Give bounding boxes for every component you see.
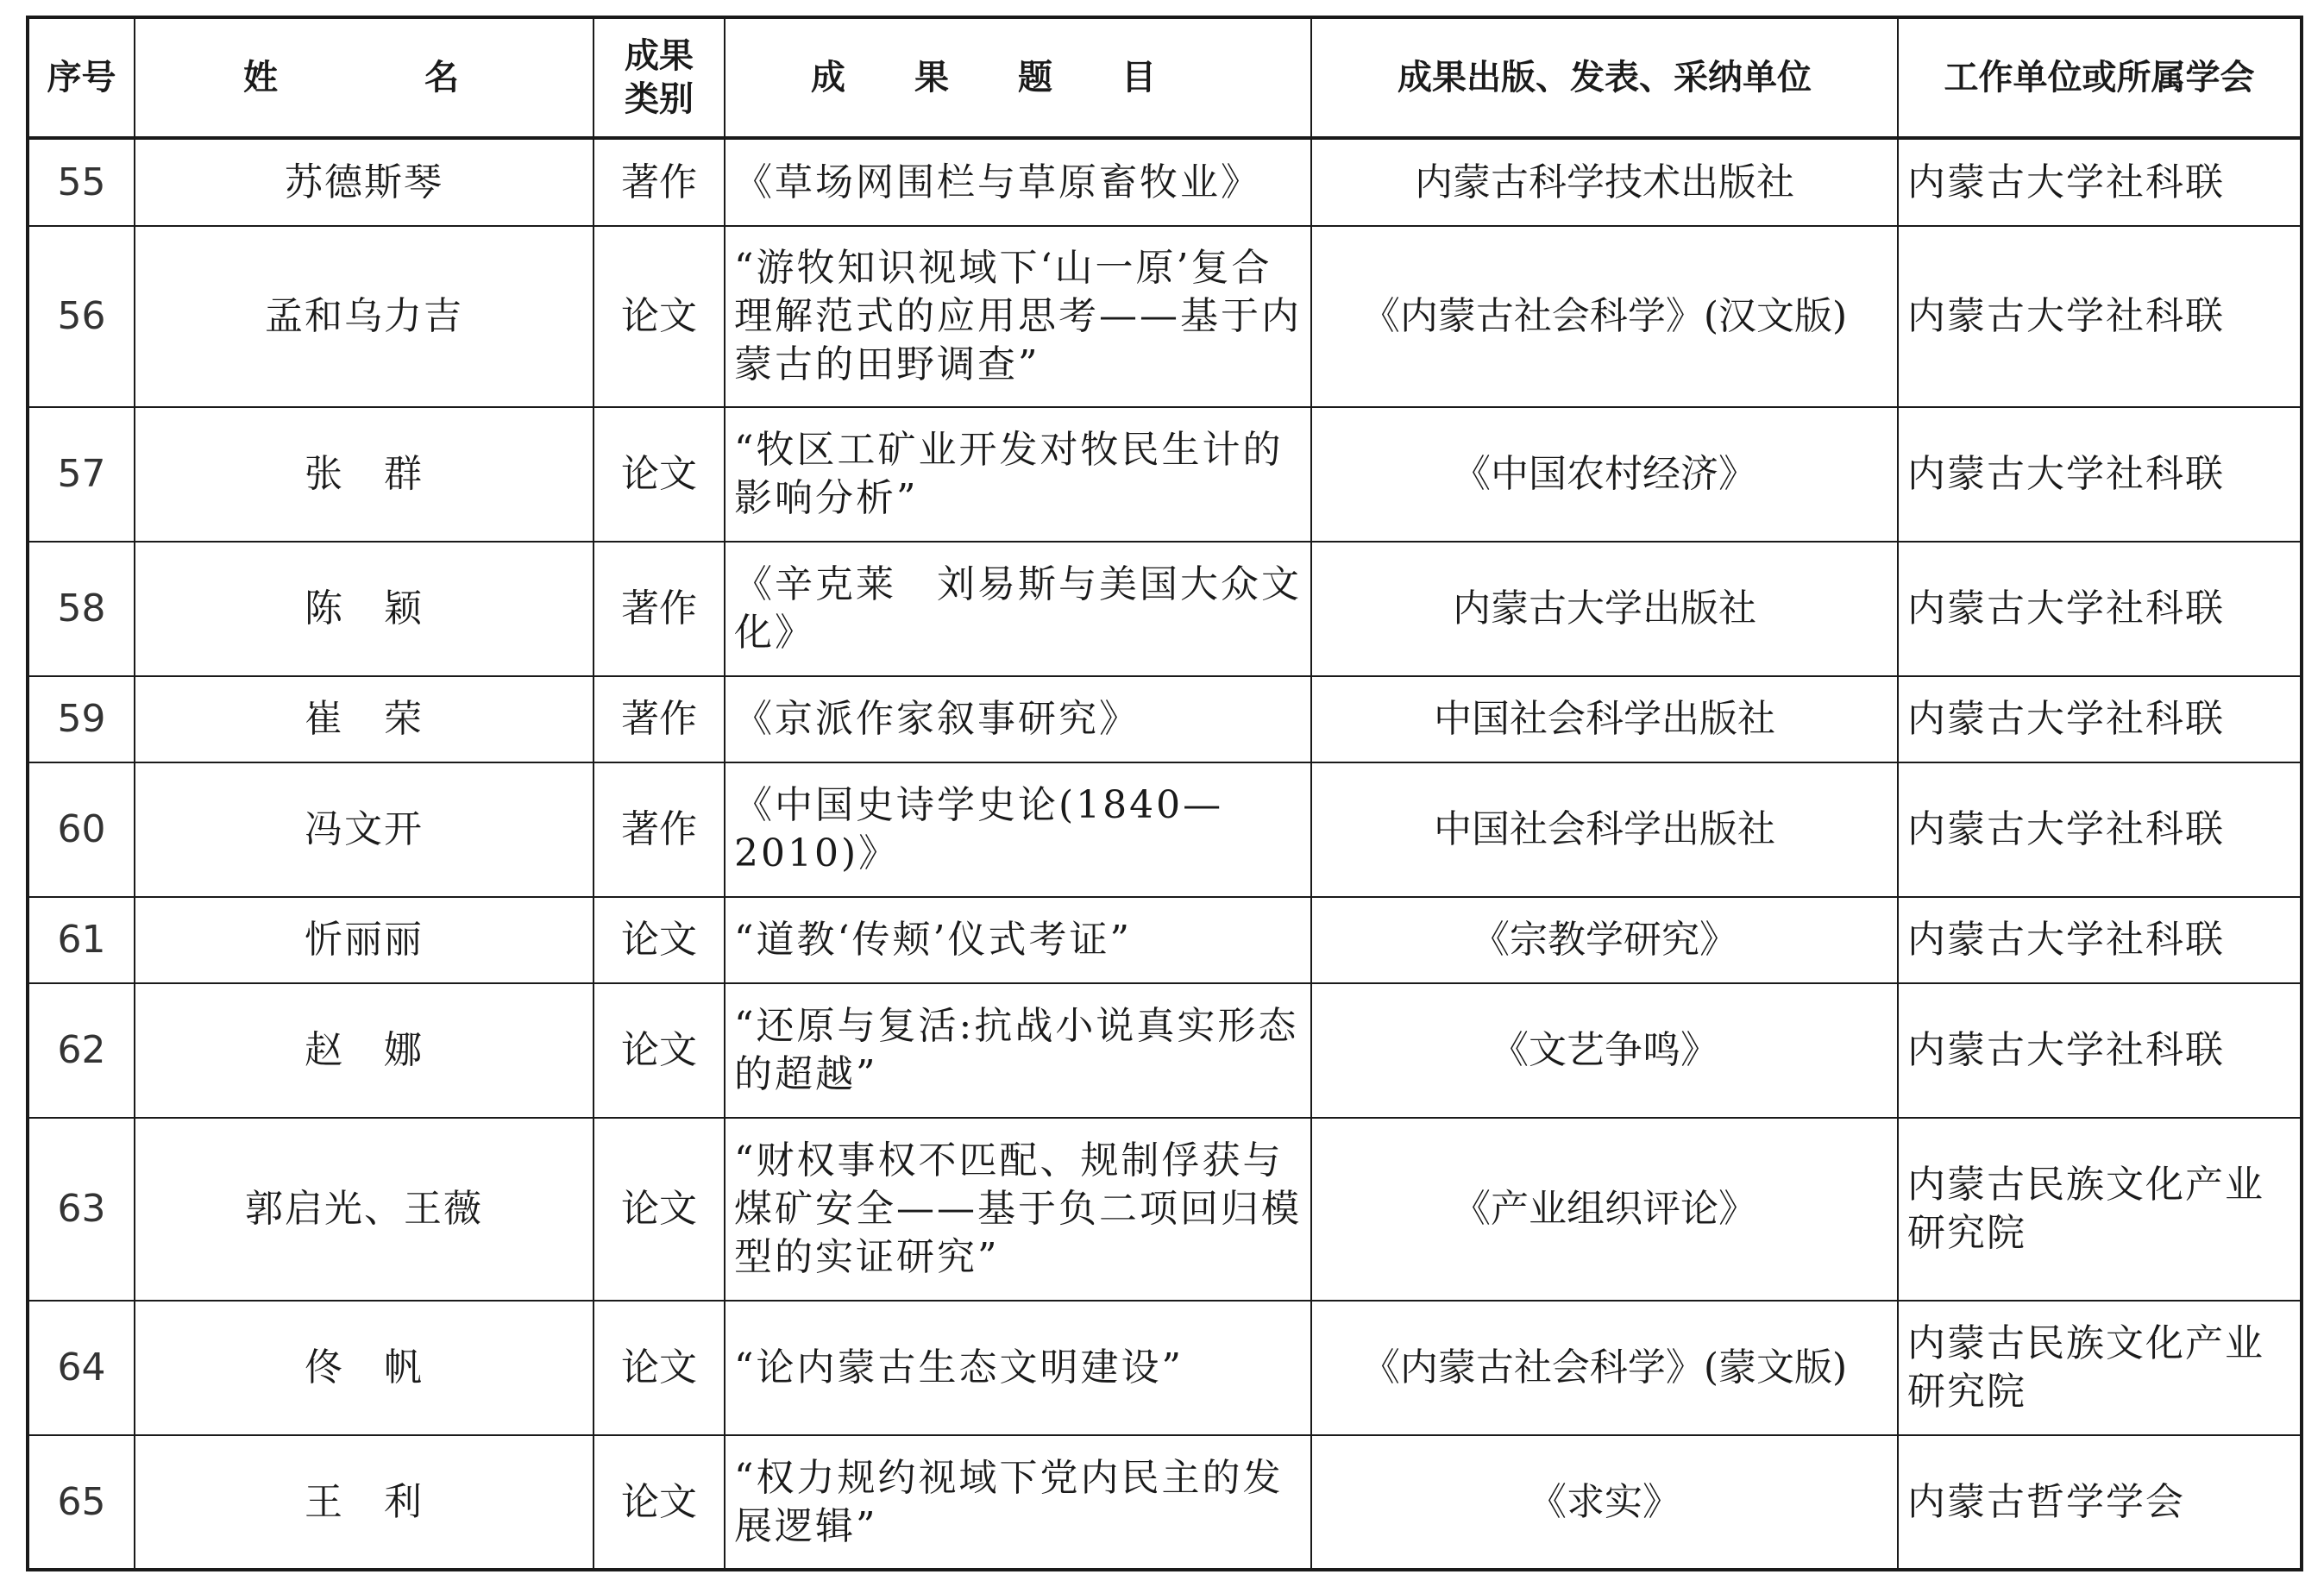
cell-name: 苏德斯琴 [135, 138, 594, 226]
table-header [28, 17, 2302, 138]
cell-name: 崔 荣 [135, 676, 594, 762]
cell-work-unit: 内蒙古大学社科联 [1898, 983, 2302, 1118]
header-achievement-type-line2: 类别 [625, 79, 694, 119]
cell-type: 论文 [594, 897, 725, 983]
table-row [28, 1118, 2302, 1301]
cell-title: “游牧知识视域下‘山一原’复合理解范式的应用思考——基于内蒙古的田野调查” [725, 226, 1311, 407]
cell-publisher: 《内蒙古社会科学》(汉文版) [1311, 226, 1898, 407]
cell-type: 论文 [594, 226, 725, 407]
table-body [28, 138, 2302, 1570]
cell-serial-number: 64 [28, 1301, 135, 1435]
cell-name: 忻丽丽 [135, 897, 594, 983]
cell-serial-number: 60 [28, 762, 135, 897]
cell-publisher: 内蒙古大学出版社 [1311, 542, 1898, 676]
cell-serial-number: 65 [28, 1435, 135, 1570]
cell-publisher: 中国社会科学出版社 [1311, 676, 1898, 762]
cell-serial-number: 58 [28, 542, 135, 676]
cell-serial-number: 55 [28, 138, 135, 226]
cell-type: 著作 [594, 542, 725, 676]
cell-publisher: 内蒙古科学技术出版社 [1311, 138, 1898, 226]
table-row [28, 138, 2302, 226]
cell-title: “牧区工矿业开发对牧民生计的影响分析” [725, 407, 1311, 542]
cell-serial-number: 59 [28, 676, 135, 762]
cell-work-unit: 内蒙古大学社科联 [1898, 676, 2302, 762]
cell-title: 《辛克莱 刘易斯与美国大众文化》 [725, 542, 1311, 676]
cell-title: “还原与复活:抗战小说真实形态的超越” [725, 983, 1311, 1118]
cell-name: 郭启光、王薇 [135, 1118, 594, 1301]
cell-publisher: 中国社会科学出版社 [1311, 762, 1898, 897]
cell-work-unit: 内蒙古大学社科联 [1898, 407, 2302, 542]
table-row [28, 226, 2302, 407]
cell-type: 著作 [594, 762, 725, 897]
cell-type: 论文 [594, 1435, 725, 1570]
header-row [28, 17, 2302, 138]
table-row [28, 762, 2302, 897]
cell-work-unit: 内蒙古民族文化产业研究院 [1898, 1301, 2302, 1435]
cell-serial-number: 57 [28, 407, 135, 542]
cell-title: “权力规约视域下党内民主的发展逻辑” [725, 1435, 1311, 1570]
cell-type: 论文 [594, 407, 725, 542]
table-row [28, 676, 2302, 762]
cell-type: 论文 [594, 983, 725, 1118]
cell-title: “财权事权不匹配、规制俘获与煤矿安全——基于负二项回归模型的实证研究” [725, 1118, 1311, 1301]
cell-name: 冯文开 [135, 762, 594, 897]
cell-serial-number: 56 [28, 226, 135, 407]
table-row [28, 542, 2302, 676]
cell-name: 孟和乌力吉 [135, 226, 594, 407]
table-row [28, 983, 2302, 1118]
cell-type: 论文 [594, 1301, 725, 1435]
cell-title: “论内蒙古生态文明建设” [725, 1301, 1311, 1435]
cell-work-unit: 内蒙古大学社科联 [1898, 897, 2302, 983]
cell-serial-number: 61 [28, 897, 135, 983]
table-row [28, 1301, 2302, 1435]
cell-title: “道教‘传颊’仪式考证” [725, 897, 1311, 983]
header-publisher: 成果出版、发表、采纳单位 [1311, 17, 1898, 138]
cell-serial-number: 62 [28, 983, 135, 1118]
cell-type: 著作 [594, 138, 725, 226]
cell-publisher: 《宗教学研究》 [1311, 897, 1898, 983]
header-achievement-type [594, 17, 725, 138]
header-achievement-title: 成果题目 [725, 17, 1311, 138]
cell-name: 王 利 [135, 1435, 594, 1570]
cell-work-unit: 内蒙古大学社科联 [1898, 762, 2302, 897]
cell-work-unit: 内蒙古大学社科联 [1898, 542, 2302, 676]
cell-work-unit: 内蒙古大学社科联 [1898, 138, 2302, 226]
cell-title: 《中国史诗学史论(1840—2010)》 [725, 762, 1311, 897]
table-row [28, 407, 2302, 542]
header-serial-number: 序号 [28, 17, 135, 138]
table-row [28, 1435, 2302, 1570]
cell-name: 赵 娜 [135, 983, 594, 1118]
cell-work-unit: 内蒙古大学社科联 [1898, 226, 2302, 407]
cell-publisher: 《内蒙古社会科学》(蒙文版) [1311, 1301, 1898, 1435]
cell-name: 佟 帆 [135, 1301, 594, 1435]
cell-title: 《京派作家叙事研究》 [725, 676, 1311, 762]
table-row [28, 897, 2302, 983]
header-name: 姓 名 [135, 17, 594, 138]
cell-title: 《草场网围栏与草原畜牧业》 [725, 138, 1311, 226]
cell-publisher: 《文艺争鸣》 [1311, 983, 1898, 1118]
header-achievement-type-line1: 成果 [625, 36, 694, 76]
cell-work-unit: 内蒙古民族文化产业研究院 [1898, 1118, 2302, 1301]
cell-publisher: 《中国农村经济》 [1311, 407, 1898, 542]
cell-publisher: 《求实》 [1311, 1435, 1898, 1570]
cell-serial-number: 63 [28, 1118, 135, 1301]
cell-publisher: 《产业组织评论》 [1311, 1118, 1898, 1301]
awards-table [26, 16, 2303, 1571]
cell-type: 论文 [594, 1118, 725, 1301]
cell-name: 张 群 [135, 407, 594, 542]
cell-work-unit: 内蒙古哲学学会 [1898, 1435, 2302, 1570]
header-work-unit: 工作单位或所属学会 [1898, 17, 2302, 138]
cell-name: 陈 颖 [135, 542, 594, 676]
cell-type: 著作 [594, 676, 725, 762]
